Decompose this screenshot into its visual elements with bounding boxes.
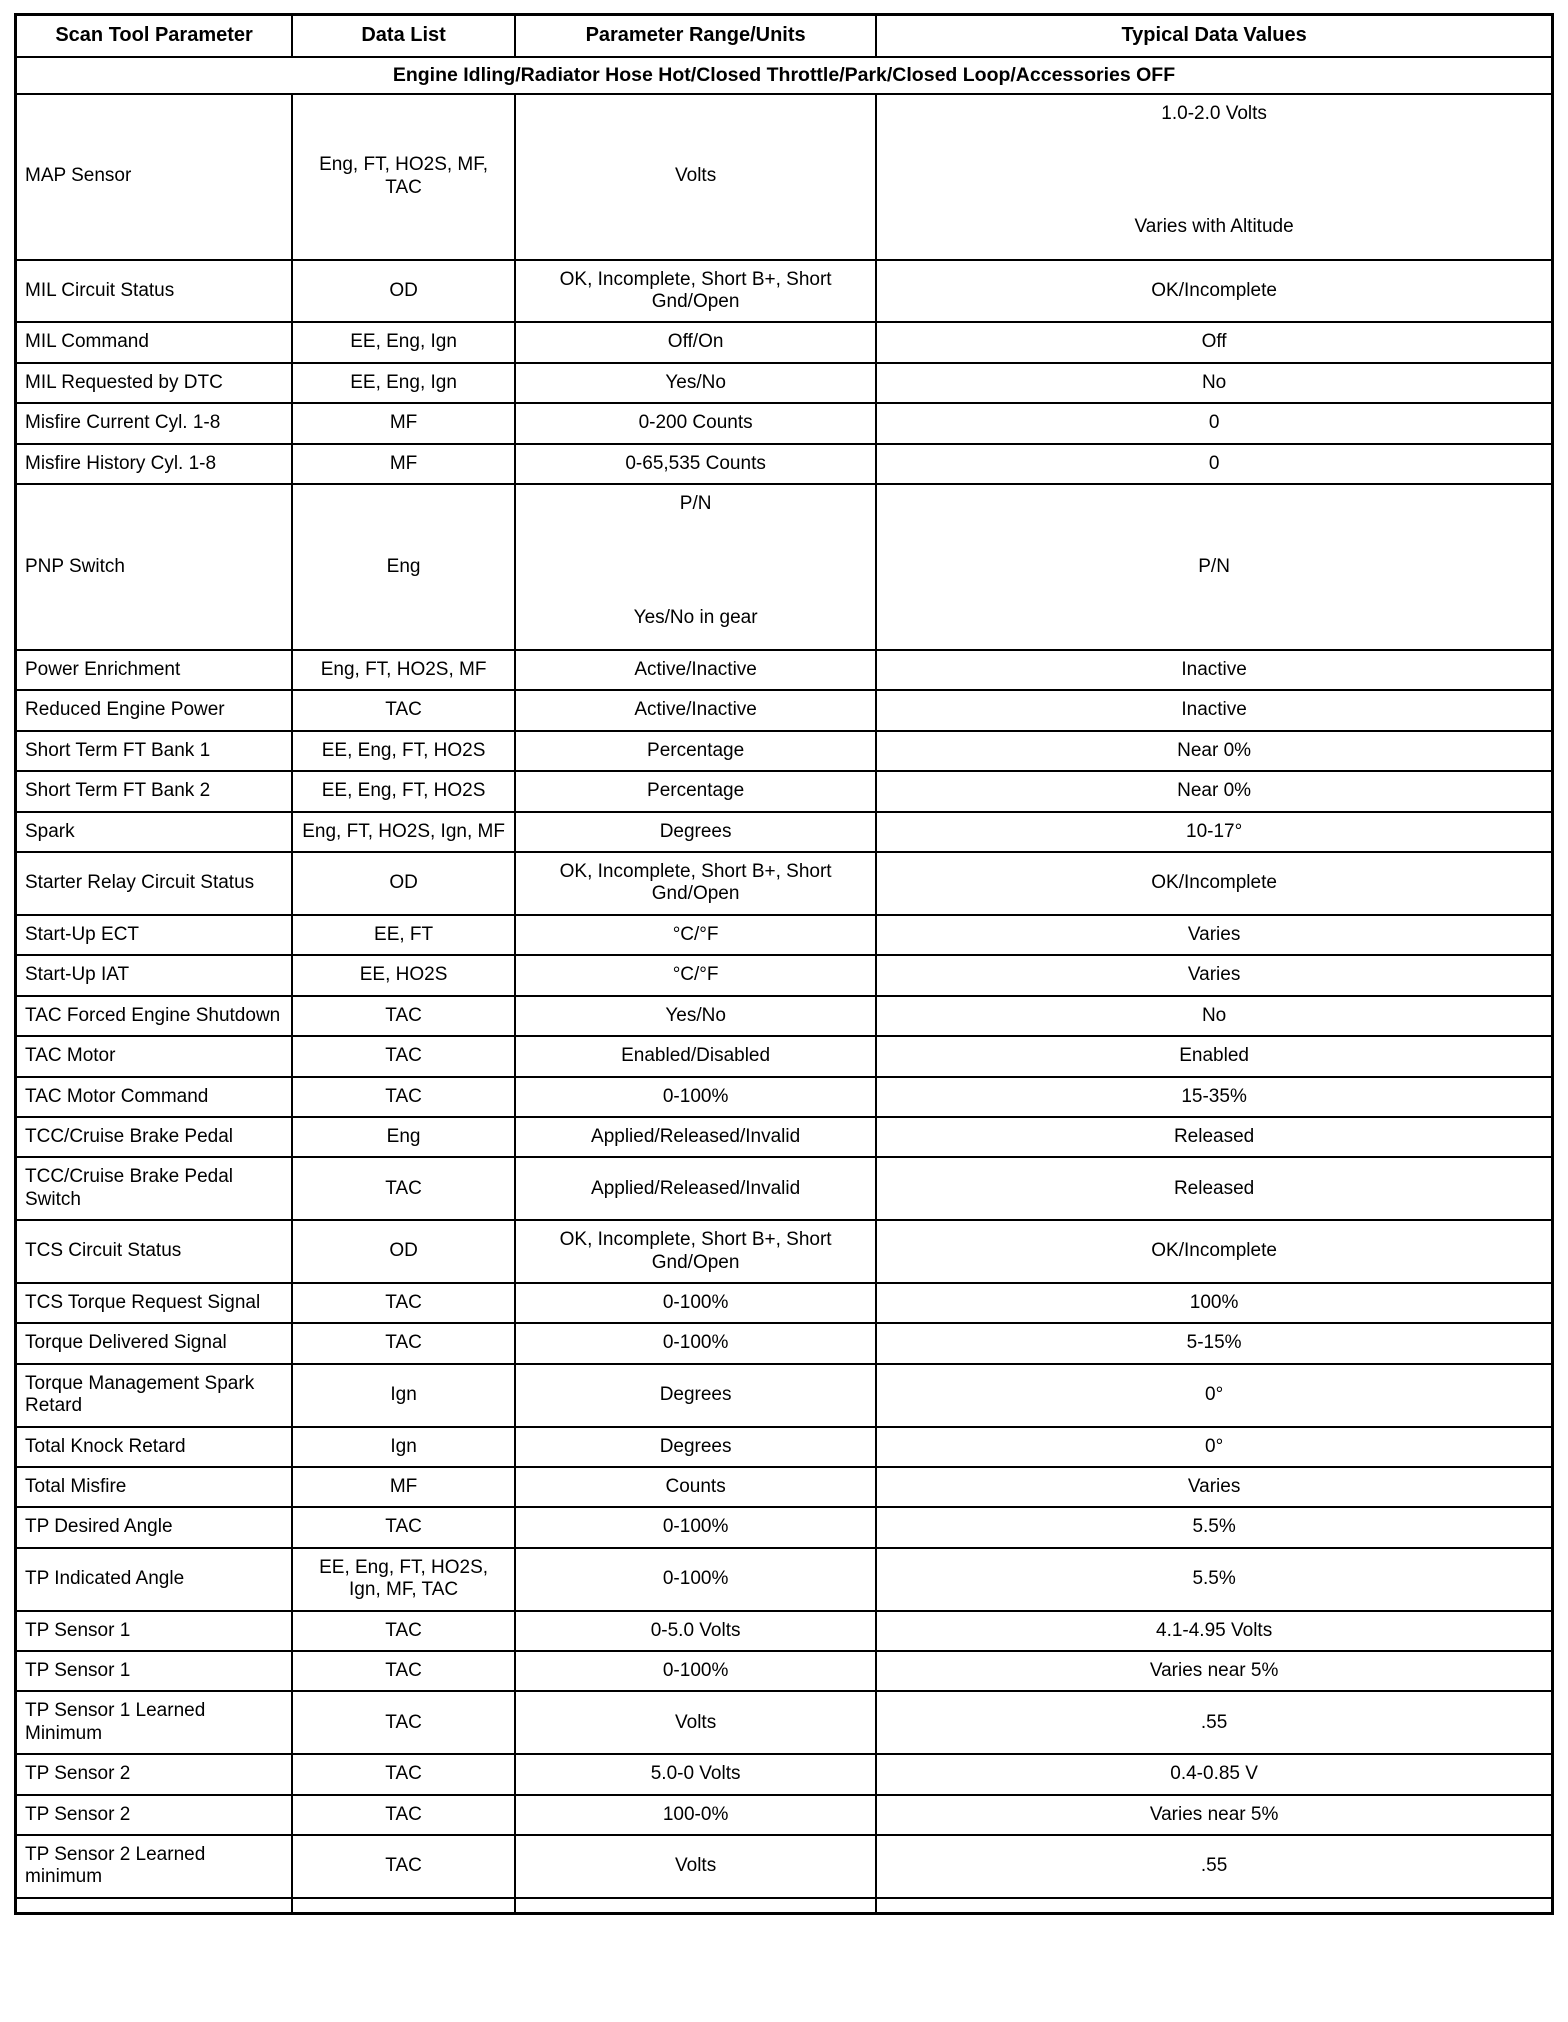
table-row [16, 444, 1553, 484]
typical-cell-line: 1.0-2.0 Volts [1161, 102, 1267, 124]
parameter-cell: Reduced Engine Power [16, 690, 293, 730]
data-list-cell: EE, FT [292, 915, 515, 955]
range-cell: OK, Incomplete, Short B+, Short Gnd/Open [515, 260, 876, 323]
parameter-cell: TP Sensor 2 [16, 1754, 293, 1794]
empty-cell [515, 1898, 876, 1914]
range-cell: 0-200 Counts [515, 403, 876, 443]
data-list-cell: MF [292, 1467, 515, 1507]
parameter-cell: TP Indicated Angle [16, 1548, 293, 1611]
table-row [16, 650, 1553, 690]
range-cell-line: Yes/No in gear [633, 606, 758, 628]
data-list-cell: Eng [292, 1117, 515, 1157]
parameter-cell: PNP Switch [16, 484, 293, 650]
table-row [16, 1283, 1553, 1323]
parameter-cell: TCS Torque Request Signal [16, 1283, 293, 1323]
range-cell: Degrees [515, 1364, 876, 1427]
typical-cell: .55 [876, 1835, 1552, 1898]
scan-tool-parameter-table [14, 13, 1554, 1915]
range-cell: Degrees [515, 1427, 876, 1467]
data-list-cell: Eng, FT, HO2S, Ign, MF [292, 812, 515, 852]
range-cell: °C/°F [515, 915, 876, 955]
parameter-cell: Spark [16, 812, 293, 852]
range-cell: Percentage [515, 771, 876, 811]
typical-cell: 5.5% [876, 1507, 1552, 1547]
parameter-cell: Start-Up ECT [16, 915, 293, 955]
table-row [16, 1691, 1553, 1754]
table-row [16, 955, 1553, 995]
typical-cell: .55 [876, 1691, 1552, 1754]
data-list-cell: TAC [292, 1754, 515, 1794]
table-row [16, 1323, 1553, 1363]
data-list-cell: TAC [292, 1835, 515, 1898]
typical-cell: Near 0% [876, 731, 1552, 771]
table-body [16, 94, 1553, 1898]
range-cell: Enabled/Disabled [515, 1036, 876, 1076]
typical-cell-stack [885, 103, 1543, 251]
range-cell: 5.0-0 Volts [515, 1754, 876, 1794]
table-row [16, 1795, 1553, 1835]
col-header-scan-tool-parameter: Scan Tool Parameter [16, 15, 293, 57]
table-row [16, 771, 1553, 811]
typical-cell: 0° [876, 1427, 1552, 1467]
table-row [16, 731, 1553, 771]
col-header-data-list: Data List [292, 15, 515, 57]
range-cell: Applied/Released/Invalid [515, 1157, 876, 1220]
range-cell: Active/Inactive [515, 690, 876, 730]
range-cell: 100-0% [515, 1795, 876, 1835]
typical-cell: No [876, 363, 1552, 403]
range-cell: Yes/No [515, 996, 876, 1036]
table-row [16, 1754, 1553, 1794]
table-row [16, 363, 1553, 403]
table-row [16, 1467, 1553, 1507]
typical-cell: No [876, 996, 1552, 1036]
parameter-cell: TCS Circuit Status [16, 1220, 293, 1283]
data-list-cell: EE, Eng, FT, HO2S [292, 731, 515, 771]
data-list-cell: OD [292, 1220, 515, 1283]
range-cell-stack [524, 493, 867, 641]
parameter-cell: Total Misfire [16, 1467, 293, 1507]
parameter-cell: TAC Motor Command [16, 1077, 293, 1117]
operating-condition-cell: Engine Idling/Radiator Hose Hot/Closed Throttle/Park/Closed Loop/Accessories OFF [16, 57, 1553, 94]
parameter-cell: MIL Command [16, 322, 293, 362]
range-cell: Yes/No [515, 363, 876, 403]
range-cell: 0-65,535 Counts [515, 444, 876, 484]
parameter-cell: Misfire History Cyl. 1-8 [16, 444, 293, 484]
range-cell: Percentage [515, 731, 876, 771]
typical-cell: Inactive [876, 690, 1552, 730]
table-row [16, 915, 1553, 955]
typical-cell: Varies near 5% [876, 1795, 1552, 1835]
typical-cell: 5.5% [876, 1548, 1552, 1611]
parameter-cell: TP Desired Angle [16, 1507, 293, 1547]
data-list-cell: TAC [292, 1036, 515, 1076]
parameter-cell: TCC/Cruise Brake Pedal [16, 1117, 293, 1157]
data-list-cell: Ign [292, 1364, 515, 1427]
range-cell: 0-100% [515, 1323, 876, 1363]
parameter-cell: MAP Sensor [16, 94, 293, 260]
parameter-cell: Misfire Current Cyl. 1-8 [16, 403, 293, 443]
data-list-cell: Eng, FT, HO2S, MF, TAC [292, 94, 515, 260]
range-cell: 0-100% [515, 1507, 876, 1547]
parameter-cell: MIL Circuit Status [16, 260, 293, 323]
data-list-cell: TAC [292, 1795, 515, 1835]
empty-cell [16, 1898, 293, 1914]
range-cell: Active/Inactive [515, 650, 876, 690]
data-list-cell: OD [292, 852, 515, 915]
parameter-cell: TP Sensor 2 [16, 1795, 293, 1835]
table-row [16, 1364, 1553, 1427]
typical-cell: Varies [876, 915, 1552, 955]
table-row [16, 94, 1553, 260]
data-list-cell: TAC [292, 1323, 515, 1363]
table-row [16, 484, 1553, 650]
table-row [16, 1220, 1553, 1283]
table-row [16, 812, 1553, 852]
table-row [16, 1611, 1553, 1651]
range-cell: 0-100% [515, 1077, 876, 1117]
data-list-cell: TAC [292, 1077, 515, 1117]
range-cell: °C/°F [515, 955, 876, 995]
table-row [16, 1036, 1553, 1076]
range-cell: Off/On [515, 322, 876, 362]
typical-cell: Varies [876, 955, 1552, 995]
data-list-cell: TAC [292, 1691, 515, 1754]
typical-cell: Varies near 5% [876, 1651, 1552, 1691]
col-header-parameter-range-units: Parameter Range/Units [515, 15, 876, 57]
empty-row [16, 1898, 1553, 1914]
parameter-cell: TAC Forced Engine Shutdown [16, 996, 293, 1036]
data-list-cell: TAC [292, 1611, 515, 1651]
data-list-cell: Eng [292, 484, 515, 650]
typical-cell: Enabled [876, 1036, 1552, 1076]
typical-cell: 10-17° [876, 812, 1552, 852]
table-row [16, 1117, 1553, 1157]
typical-cell: 0° [876, 1364, 1552, 1427]
data-list-cell: TAC [292, 1651, 515, 1691]
table-row [16, 996, 1553, 1036]
typical-cell: Varies [876, 1467, 1552, 1507]
range-cell: Applied/Released/Invalid [515, 1117, 876, 1157]
col-header-typical-data-values: Typical Data Values [876, 15, 1552, 57]
typical-cell: 0.4-0.85 V [876, 1754, 1552, 1794]
data-list-cell: TAC [292, 1283, 515, 1323]
parameter-cell: TP Sensor 2 Learned minimum [16, 1835, 293, 1898]
condition-row [16, 57, 1553, 94]
typical-cell [876, 94, 1552, 260]
parameter-cell: TCC/Cruise Brake Pedal Switch [16, 1157, 293, 1220]
parameter-cell: Start-Up IAT [16, 955, 293, 995]
parameter-cell: Torque Delivered Signal [16, 1323, 293, 1363]
empty-cell [876, 1898, 1552, 1914]
empty-cell [292, 1898, 515, 1914]
range-cell-line: P/N [679, 493, 712, 515]
table-row [16, 1507, 1553, 1547]
typical-cell: OK/Incomplete [876, 1220, 1552, 1283]
range-cell: 0-100% [515, 1548, 876, 1611]
data-list-cell: EE, Eng, Ign [292, 363, 515, 403]
parameter-cell: TP Sensor 1 Learned Minimum [16, 1691, 293, 1754]
range-cell: Volts [515, 1835, 876, 1898]
parameter-cell: Total Knock Retard [16, 1427, 293, 1467]
range-cell: 0-100% [515, 1283, 876, 1323]
typical-cell: Inactive [876, 650, 1552, 690]
parameter-cell: TAC Motor [16, 1036, 293, 1076]
typical-cell: OK/Incomplete [876, 852, 1552, 915]
table-row [16, 260, 1553, 323]
table-row [16, 852, 1553, 915]
table-row [16, 1548, 1553, 1611]
data-list-cell: TAC [292, 1507, 515, 1547]
parameter-cell: Starter Relay Circuit Status [16, 852, 293, 915]
data-list-cell: EE, Eng, FT, HO2S, Ign, MF, TAC [292, 1548, 515, 1611]
parameter-cell: Short Term FT Bank 1 [16, 731, 293, 771]
range-cell: Volts [515, 94, 876, 260]
table-row [16, 1651, 1553, 1691]
table-row [16, 690, 1553, 730]
table-row [16, 403, 1553, 443]
range-cell: 0-100% [515, 1651, 876, 1691]
data-list-cell: EE, Eng, Ign [292, 322, 515, 362]
parameter-cell: Power Enrichment [16, 650, 293, 690]
parameter-cell: TP Sensor 1 [16, 1611, 293, 1651]
typical-cell: 5-15% [876, 1323, 1552, 1363]
data-list-cell: MF [292, 444, 515, 484]
parameter-cell: Torque Management Spark Retard [16, 1364, 293, 1427]
typical-cell: 100% [876, 1283, 1552, 1323]
range-cell: OK, Incomplete, Short B+, Short Gnd/Open [515, 1220, 876, 1283]
range-cell: Volts [515, 1691, 876, 1754]
table-row [16, 1157, 1553, 1220]
data-list-cell: Ign [292, 1427, 515, 1467]
typical-cell: 0 [876, 444, 1552, 484]
parameter-cell: MIL Requested by DTC [16, 363, 293, 403]
typical-cell: OK/Incomplete [876, 260, 1552, 323]
parameter-cell: TP Sensor 1 [16, 1651, 293, 1691]
range-cell: OK, Incomplete, Short B+, Short Gnd/Open [515, 852, 876, 915]
table-row [16, 322, 1553, 362]
data-list-cell: TAC [292, 1157, 515, 1220]
data-list-cell: EE, Eng, FT, HO2S [292, 771, 515, 811]
typical-cell: Near 0% [876, 771, 1552, 811]
range-cell [515, 484, 876, 650]
data-list-cell: MF [292, 403, 515, 443]
data-list-cell: TAC [292, 690, 515, 730]
data-list-cell: EE, HO2S [292, 955, 515, 995]
typical-cell: 4.1-4.95 Volts [876, 1611, 1552, 1651]
typical-cell-line: Varies with Altitude [1134, 216, 1294, 238]
header-row [16, 15, 1553, 57]
typical-cell: Released [876, 1117, 1552, 1157]
typical-cell: 15-35% [876, 1077, 1552, 1117]
data-list-cell: Eng, FT, HO2S, MF [292, 650, 515, 690]
range-cell: 0-5.0 Volts [515, 1611, 876, 1651]
range-cell: Counts [515, 1467, 876, 1507]
parameter-cell: Short Term FT Bank 2 [16, 771, 293, 811]
typical-cell: Off [876, 322, 1552, 362]
table-row [16, 1427, 1553, 1467]
typical-cell: P/N [876, 484, 1552, 650]
table-row [16, 1835, 1553, 1898]
data-list-cell: TAC [292, 996, 515, 1036]
table-row [16, 1077, 1553, 1117]
data-list-cell: OD [292, 260, 515, 323]
range-cell: Degrees [515, 812, 876, 852]
typical-cell: 0 [876, 403, 1552, 443]
typical-cell: Released [876, 1157, 1552, 1220]
